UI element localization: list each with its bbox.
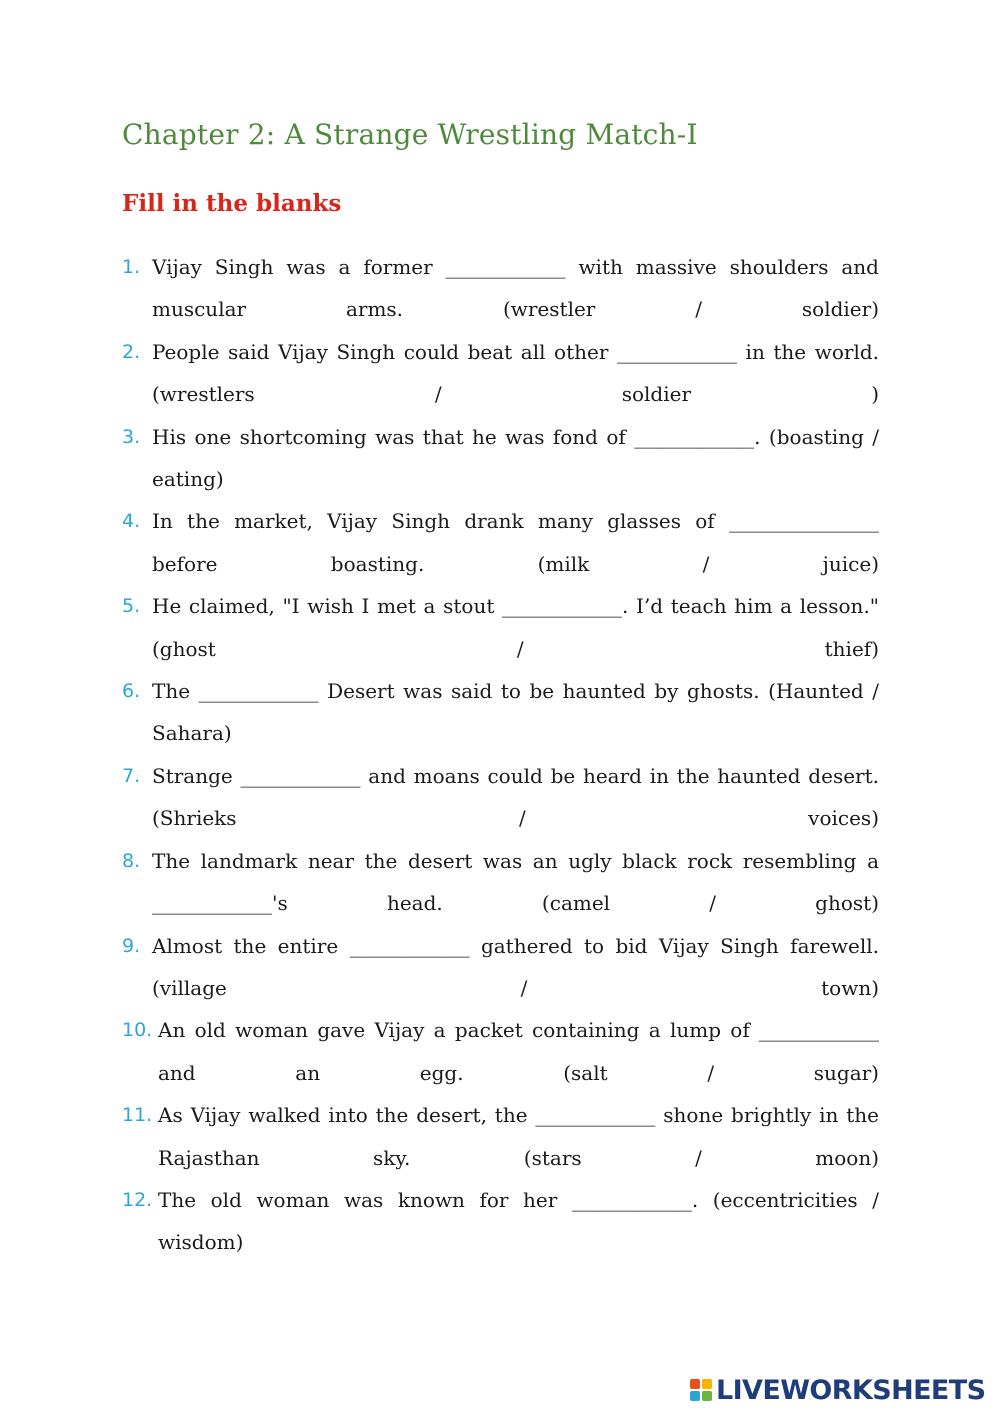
question-text: His one shortcoming was that he was fond of ____________. (boasting / eating) (152, 424, 879, 492)
question-6 (122, 670, 879, 755)
question-7 (122, 755, 879, 840)
liveworksheets-logo-icon (690, 1379, 712, 1401)
question-1 (122, 246, 879, 331)
question-text: People said Vijay Singh could beat all other ____________ in the world. (wrestlers / soldier ) (152, 339, 879, 407)
question-8 (122, 840, 879, 925)
question-text: The ____________ Desert was said to be haunted by ghosts. (Haunted / Sahara) (152, 679, 879, 746)
question-number: 9. (122, 934, 141, 957)
question-10 (122, 1009, 879, 1094)
question-text: The old woman was known for her ____________. (eccentricities / wisdom) (158, 1187, 879, 1255)
question-number: 3. (122, 425, 141, 448)
question-number: 12. (122, 1188, 153, 1211)
question-list (122, 246, 879, 1264)
question-text: Vijay Singh was a former ____________ with massive shoulders and muscular arms. (wrestler / soldier) (152, 255, 879, 322)
question-number: 2. (122, 340, 141, 363)
question-text: An old woman gave Vijay a packet containing a lump of ____________ and an egg. (salt / sugar) (158, 1018, 879, 1085)
logo-square-2 (702, 1379, 712, 1389)
liveworksheets-logo (690, 1374, 985, 1406)
question-text: The landmark near the desert was an ugly black rock resembling a ____________'s head. (camel / ghost) (152, 848, 879, 916)
question-4 (122, 500, 879, 585)
logo-square-1 (690, 1379, 700, 1389)
section-heading: Fill in the blanks (122, 190, 342, 217)
question-number: 8. (122, 849, 141, 872)
question-number: 11. (122, 1104, 153, 1127)
question-number: 4. (122, 510, 141, 533)
question-5 (122, 585, 879, 670)
logo-square-3 (690, 1391, 700, 1401)
question-number: 7. (122, 764, 141, 787)
question-text: Strange ____________ and moans could be heard in the haunted desert. (Shrieks / voices) (152, 763, 879, 831)
logo-square-4 (702, 1391, 712, 1401)
question-number: 5. (122, 595, 141, 618)
question-9 (122, 925, 879, 1010)
question-2 (122, 331, 879, 416)
question-11 (122, 1094, 879, 1179)
question-text: Almost the entire ____________ gathered to bid Vijay Singh farewell. (village / town) (152, 933, 879, 1000)
question-text: In the market, Vijay Singh drank many glasses of _______________ before boasting. (milk / juice) (152, 509, 879, 576)
page-title: Chapter 2: A Strange Wrestling Match-I (122, 118, 698, 151)
question-number: 6. (122, 680, 141, 703)
question-3 (122, 416, 879, 501)
question-text: He claimed, "I wish I met a stout ____________. I’d teach him a lesson." (ghost / thief) (152, 594, 879, 661)
logo-text: LIVEWORKSHEETS (716, 1374, 986, 1406)
question-number: 10. (122, 1019, 153, 1042)
question-number: 1. (122, 256, 141, 278)
question-12 (122, 1179, 879, 1264)
question-text: As Vijay walked into the desert, the ____________ shone brightly in the Rajasthan sky. (stars / moon) (158, 1103, 879, 1170)
